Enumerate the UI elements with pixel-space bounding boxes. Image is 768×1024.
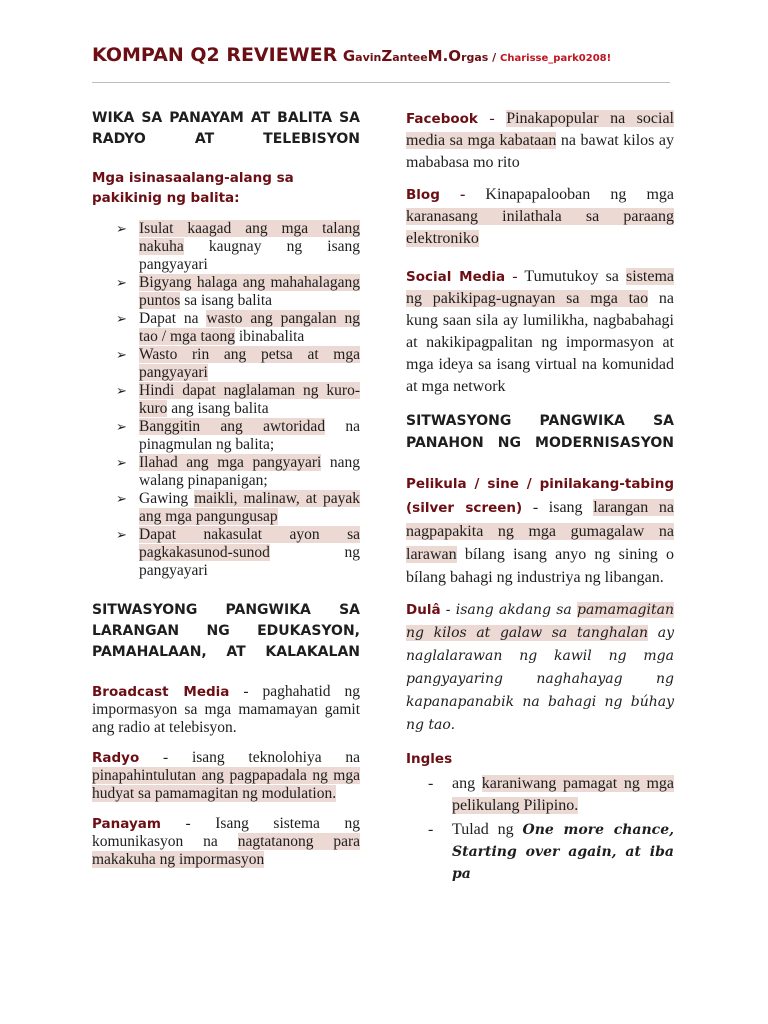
definition-facebook: Facebook - Pinakapopular na social media sa mga kabataan na bawat kilos ay mababasa mo rito: [406, 110, 674, 171]
bullet-arrow-icon: ➢: [116, 419, 127, 434]
page-header: [92, 44, 672, 66]
subheading-ingles: Ingles: [406, 751, 453, 767]
bullet-arrow-icon: ➢: [116, 527, 127, 542]
doc-title: KOMPAN Q2 REVIEWER: [92, 44, 338, 66]
list-item: ➢ Ilahad ang mga pangyayari nang walang pinapanigan;: [116, 454, 360, 489]
tips-list: [92, 220, 360, 580]
right-column: [406, 108, 674, 885]
definition-blog: Blog - Kinapapalooban ng mga karanasang inilathala sa paraang elektroniko: [406, 186, 674, 247]
list-item: ➢ Banggitin ang awtoridad na pinagmulan ng balita;: [116, 418, 360, 453]
author-name-part: rgas: [461, 51, 489, 64]
dash-bullet: -: [428, 775, 434, 792]
author-handle: Charisse_park0208!: [500, 53, 612, 64]
left-column: [92, 108, 360, 869]
definition-pelikula: Pelikula / sine / pinilakang-tabing (silver screen) - isang larangan na nagpapakita ng mga gumagalaw na larawan bílang isang anyo ng sining o bílang bahagi ng industriya ng libangan.: [406, 476, 675, 586]
author-initial-mo: M.O: [427, 47, 462, 65]
bullet-arrow-icon: ➢: [116, 221, 127, 236]
dash-bullet: -: [428, 821, 434, 838]
list-item: ➢ Bigyang halaga ang mahahalagang puntos sa isang balita: [116, 274, 360, 309]
list-item: ➢ Gawing maikli, malinaw, at payak ang mga pangungusap: [116, 490, 360, 525]
author-name-part: antee: [392, 51, 428, 64]
list-item: ➢ Hindi dapat naglalaman ng kuro-kuro ang isang balita: [116, 382, 360, 417]
section-heading-larangan: SITWASYONG PANGWIKA SA LARANGAN NG EDUKASYON, PAMAHALAAN, AT KALAKALAN: [92, 602, 360, 660]
bullet-arrow-icon: ➢: [116, 383, 127, 398]
bullet-arrow-icon: ➢: [116, 311, 127, 326]
definition-social-media: Social Media - Tumutukoy sa sistema ng pakikipag-ugnayan sa mga tao na kung saan sila ay lumilikha, nagbabahagi at nakikipagpalitan ng impormasyon at mga ideya sa isang virtual na komunidad at mga network: [406, 268, 675, 395]
definition-dula: Dulâ - isang akdang sa pamamagitan ng kilos at galaw sa tanghalan ay naglalarawan ng kawil ng mga pangyayaring naghahayag ng kapanapanabik na bahagi ng búhay ng tao.: [406, 602, 674, 733]
list-item: ➢ Dapat nakasulat ayon sa pagkakasunod-sunod ng pangyayari: [116, 526, 360, 579]
list-item: - ang karaniwang pamagat ng mga pelikulang Pilipino.: [428, 775, 674, 814]
list-item: ➢ Isulat kaagad ang mga talang nakuha kaugnay ng isang pangyayari: [116, 220, 360, 273]
header-separator: /: [488, 51, 501, 64]
author-initial-g: G: [342, 47, 356, 65]
list-item: ➢ Dapat na wasto ang pangalan ng tao / mga taong ibinabalita: [116, 310, 360, 345]
list-item: - Tulad ng One more chance, Starting over again, at iba pa: [428, 821, 674, 882]
author-name-part: avin: [355, 51, 382, 64]
section-heading-balita: WIKA SA PANAYAM AT BALITA SA RADYO AT TELEBISYON: [92, 110, 360, 147]
bullet-arrow-icon: ➢: [116, 275, 127, 290]
subheading-pakikinig: Mga isinasaalang-alang sa pakikinig ng balita:: [92, 170, 294, 206]
definition-radyo: Radyo - isang teknolohiya na pinapahintulutan ang pagpapadala ng mga hudyat sa pamamagitan ng modulation.: [92, 749, 360, 802]
definition-panayam: Panayam - Isang sistema ng komunikasyon na nagtatanong para makakuha ng impormasyon: [92, 815, 360, 868]
list-item: ➢ Wasto rin ang petsa at mga pangyayari: [116, 346, 360, 381]
bullet-arrow-icon: ➢: [116, 347, 127, 362]
section-heading-modernisasyon: SITWASYONG PANGWIKA SA PANAHON NG MODERNISASYON: [406, 413, 674, 451]
header-divider: [92, 82, 670, 83]
bullet-arrow-icon: ➢: [116, 491, 127, 506]
bullet-arrow-icon: ➢: [116, 455, 127, 470]
author-initial-z: Z: [381, 47, 393, 65]
definition-broadcast-media: Broadcast Media - paghahatid ng impormasyon sa mga mamamayan gamit ang radio at telebisyon.: [92, 683, 360, 736]
ingles-list: [406, 773, 674, 885]
